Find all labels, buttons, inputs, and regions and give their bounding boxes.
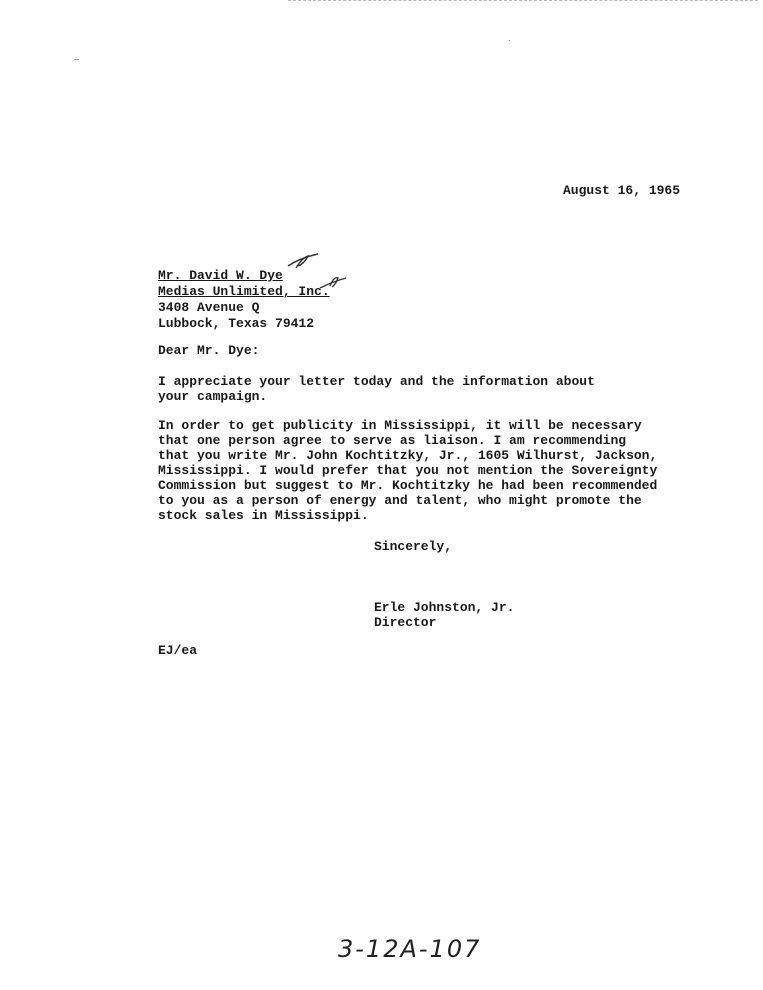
recipient-city: Lubbock, Texas 79412 [158,316,315,331]
recipient-company-text: Medias Unlimited, Inc. [158,284,330,299]
salutation: Dear Mr. Dye: [158,343,260,358]
scan-speck [74,59,79,60]
paragraph-line: In order to get publicity in Mississippi, it will be necessary [158,418,642,433]
paragraph-line: Mississippi. I would prefer that you not mention the Sovereignty [158,463,658,478]
recipient-company [158,284,330,300]
signer-title: Director [374,615,437,630]
handwritten-mark [318,272,348,292]
scan-speck [509,40,510,41]
recipient-name-text: Mr. David W. Dye [158,268,283,283]
recipient-street: 3408 Avenue Q [158,300,260,315]
letter-date: August 16, 1965 [563,183,681,198]
recipient-address [158,268,330,332]
signer-name: Erle Johnston, Jr. [374,600,515,615]
typist-initials: EJ/ea [158,643,198,658]
paragraph-2 [158,418,657,523]
paragraph-1 [158,374,595,404]
paragraph-line: that you write Mr. John Kochtitzky, Jr., 1605 Wilhurst, Jackson, [158,448,658,463]
handwritten-file-number: 3-12A-107 [338,935,482,963]
paragraph-line: Commission but suggest to Mr. Kochtitzky he had been recommended [158,478,658,493]
paragraph-line: that one person agree to serve as liaison. I am recommending [158,433,627,448]
paragraph-line: your campaign. [158,389,268,404]
paragraph-line: stock sales in Mississippi. [158,508,369,523]
paragraph-line: I appreciate your letter today and the information about [158,374,595,389]
paragraph-line: to you as a person of energy and talent, who might promote the [158,493,642,508]
handwritten-mark [286,250,322,272]
closing: Sincerely, [374,539,453,554]
scan-edge-line [288,0,758,1]
signature-block [374,600,514,630]
